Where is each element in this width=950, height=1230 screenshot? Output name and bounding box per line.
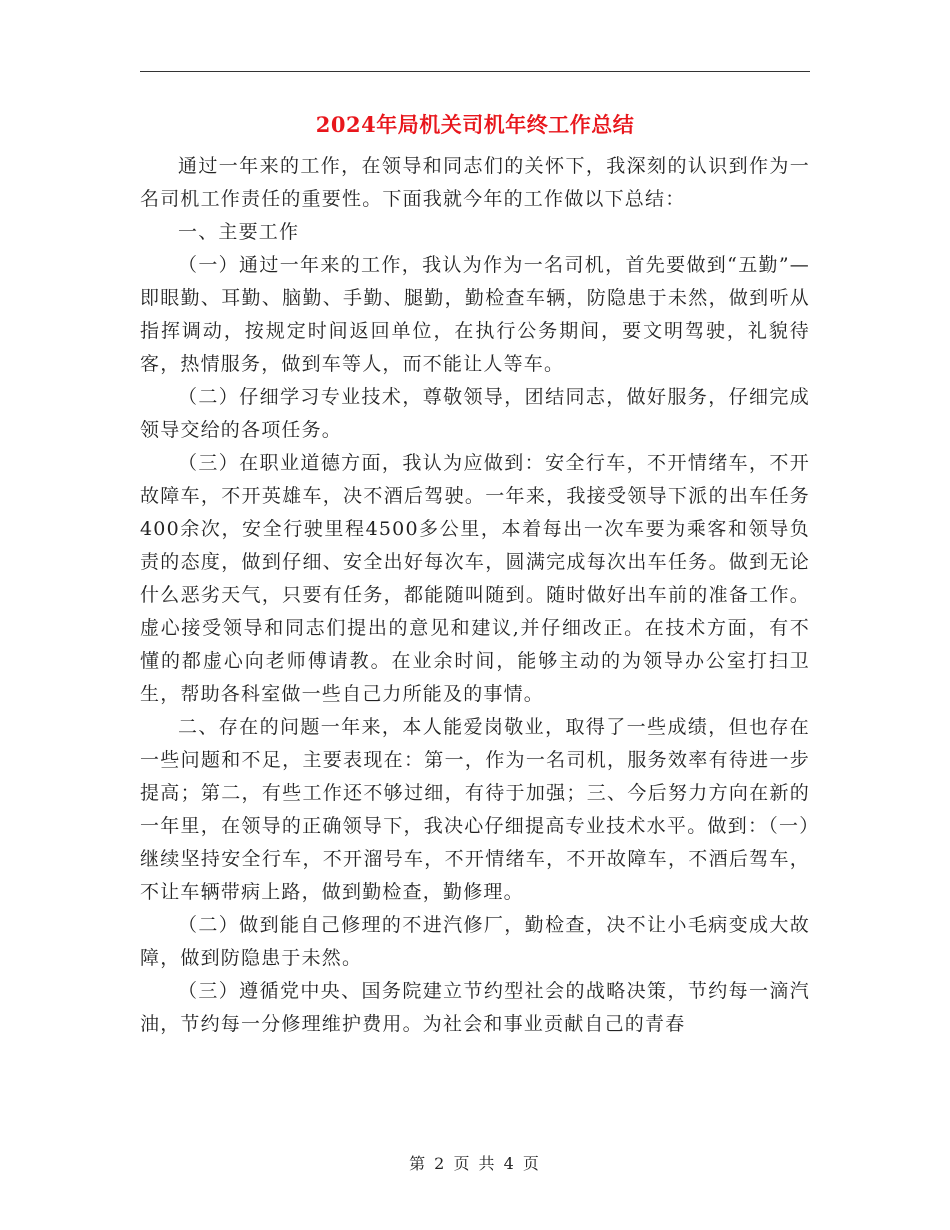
paragraph-plan-2: （二）做到能自己修理的不进汽修厂，勤检查，决不让小毛病变成大故障，做到防隐患于未然。	[140, 914, 810, 969]
paragraph-intro: 通过一年来的工作，在领导和同志们的关怀下，我深刻的认识到作为一名司机工作责任的重要性。下面我就今年的工作做以下总结：	[140, 155, 810, 210]
paragraph-section-2: 二、存在的问题一年来，本人能爱岗敬业，取得了一些成绩，但也存在一些问题和不足，主要表现在：第一，作为一名司机，服务效率有待进一步提高；第二，有些工作还不够过细，有待于加强；三、今后努力方向在新的一年里，在领导的正确领导下，我决心仔细提高专业技术水平。做到：（一）继续坚持安全行车，不开溜号车，不开情绪车，不开故障车，不酒后驾车，不让车辆带病上路，做到勤检查，勤修理。	[140, 716, 810, 903]
paragraph-section-1-heading: 一、主要工作	[178, 221, 300, 243]
document-title: 2024年局机关司机年终工作总结	[315, 112, 635, 137]
paragraph-item-2: （二）仔细学习专业技术，尊敬领导，团结同志，做好服务，仔细完成领导交给的各项任务。	[140, 386, 810, 441]
paragraph-plan-3: （三）遵循党中央、国务院建立节约型社会的战略决策，节约每一滴汽油，节约每一分修理维护费用。为社会和事业贡献自己的青春	[140, 980, 810, 1035]
page-number-footer: 第 2 页 共 4 页	[409, 1154, 541, 1173]
paragraph-item-1: （一）通过一年来的工作，我认为作为一名司机，首先要做到“五勤”—即眼勤、耳勤、脑勤、手勤、腿勤，勤检查车辆，防隐患于未然，做到听从指挥调动，按规定时间返回单位，在执行公务期间，要文明驾驶，礼貌待客，热情服务，做到车等人，而不能让人等车。	[140, 254, 810, 375]
document-body	[140, 150, 810, 1041]
paragraph-item-3: （三）在职业道德方面，我认为应做到：安全行车，不开情绪车，不开故障车，不开英雄车，决不酒后驾驶。一年来，我接受领导下派的出车任务400余次，安全行驶里程4500多公里，本着每出一次车要为乘客和领导负责的态度，做到仔细、安全出好每次车，圆满完成每次出车任务。做到无论什么恶劣天气，只要有任务，都能随叫随到。随时做好出车前的准备工作。虚心接受领导和同志们提出的意见和建议,并仔细改正。在技术方面，有不懂的都虚心向老师傅请教。在业余时间，能够主动的为领导办公室打扫卫生，帮助各科室做一些自己力所能及的事情。	[140, 452, 810, 705]
header-rule	[140, 71, 810, 72]
